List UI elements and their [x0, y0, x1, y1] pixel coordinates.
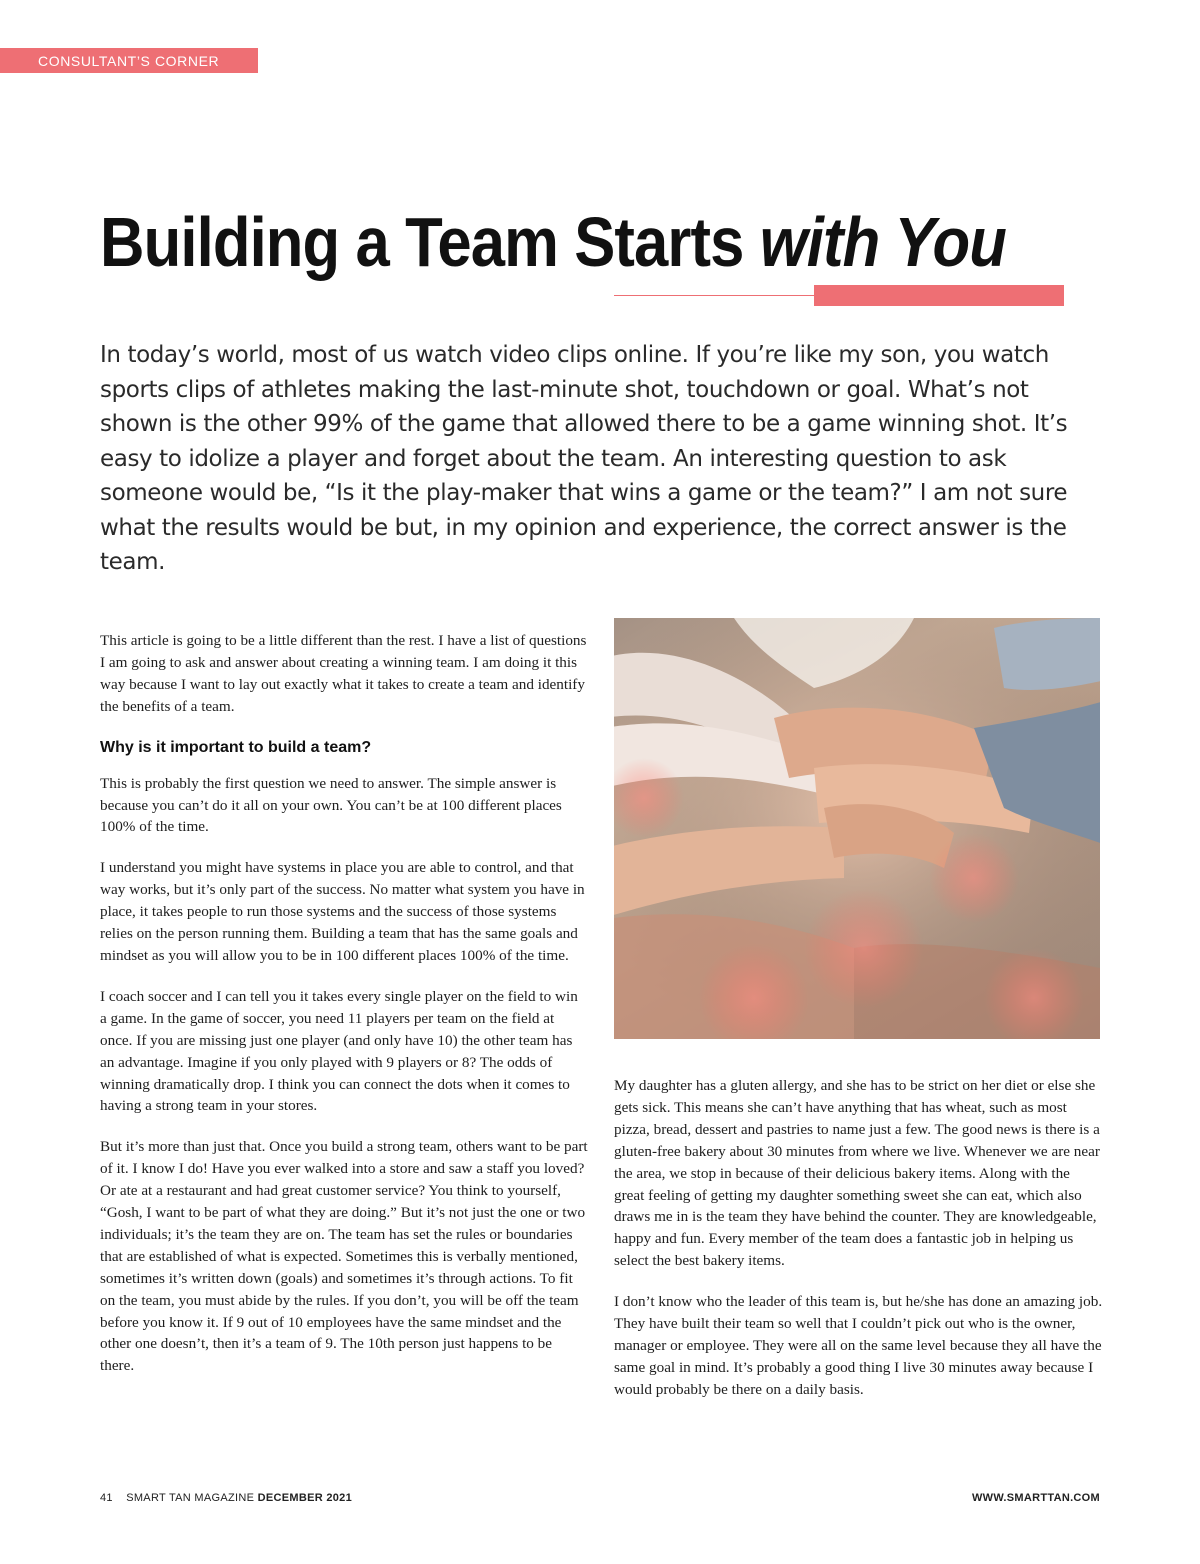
body-paragraph: This is probably the first question we need to answer. The simple answer is because you can’t do it all on your own. You can’t be at 100 different places 100% of the time.: [100, 774, 562, 836]
footer-website: WWW.SMARTTAN.COM: [971, 1492, 1100, 1504]
body-paragraph: I don’t know who the leader of this team is, but he/she has done an amazing job. They have built their team so well that I couldn’t pick out who is the owner, manager or employee. They were all on the same level because they all have the same goal in mind. It’s probably a good thing I live 30 minutes away because I would probably be there on a daily basis.: [614, 1293, 1103, 1398]
title-main: Building a Team Starts: [100, 203, 760, 281]
article-title: [100, 192, 1006, 292]
section-heading: Why is it important to build a team?: [100, 738, 372, 756]
lead-paragraph: In today’s world, most of us watch video clips online. If you’re like my son, you watch sports clips of athletes making the last-minute shot, touchdown or goal. What’s not shown is the other 99% of the game that allowed there to be a game winning shot. It’s easy to idolize a player and forget about the team. An interesting question to ask someone would be, “Is it the play-maker that wins a game or the team?” I am not sure what the results would be but, in my opinion and experience, the correct answer is the team.: [100, 342, 1068, 575]
body-paragraph: I understand you might have systems in place you are able to control, and that way works, but it’s only part of the success. No matter what system you have in place, it takes people to run those systems and the success of those systems relies on the person running them. Building a team that has the same goals and mindset as you will allow you to be in 100 different places 100% of the time.: [100, 859, 585, 964]
title-emphasis: with You: [759, 203, 1006, 281]
hands-illustration: [614, 618, 1100, 1039]
title-underline-thin: [614, 295, 816, 296]
team-hands-photo: [614, 618, 1100, 1039]
body-paragraph: I coach soccer and I can tell you it takes every single player on the field to win a game. In the game of soccer, you need 11 players per team on the field at once. If you are missing just one player (and only have 10) the other team has an advantage. Imagine if you only played with 9 players or 8? The odds of winning dramatically drop. I think you can connect the dots when it comes to having a strong team in your stores.: [100, 987, 578, 1115]
issue-date: DECEMBER 2021: [257, 1492, 353, 1504]
page-number: 41: [100, 1492, 113, 1504]
body-column-left: [100, 630, 588, 1396]
footer-publication: [100, 1492, 352, 1504]
body-column-right: [614, 1075, 1104, 1420]
body-paragraph: My daughter has a gluten allergy, and she has to be strict on her diet or else she gets sick. This means she can’t have anything that has wheat, such as most pizza, bread, dessert and pastries to name just a few. The good news is there is a gluten-free bakery about 30 minutes from where we live. Whenever we are near the area, we stop in because of their delicious bakery items. Along with the great feeling of getting my daughter something sweet she can eat, which also draws me in is the team they have behind the counter. They are knowledgeable, happy and fun. Every member of the team does a fantastic job in helping us select the best bakery items.: [614, 1077, 1100, 1270]
intro-paragraph: This article is going to be a little different than the rest. I have a list of questions I am going to ask and answer about creating a winning team. I am doing it this way because I want to lay out exactly what it takes to create a team and identify the benefits of a team.: [100, 632, 587, 715]
section-tag: CONSULTANT’S CORNER: [0, 48, 258, 73]
magazine-name: SMART TAN MAGAZINE: [126, 1492, 255, 1504]
title-underline-bar: [814, 285, 1064, 306]
body-paragraph: But it’s more than just that. Once you build a strong team, others want to be part of it. I know I do! Have you ever walked into a store and saw a staff you loved? Or ate at a restaurant and had great customer service? You think to yourself, “Gosh, I want to be part of what they are doing.” But it’s not just the one or two individuals; it’s the team they are on. The team has set the rules or boundaries that are established of what is expected. Sometimes this is verbally mentioned, sometimes it’s written down (goals) and sometimes it’s through actions. To fit on the team, you must abide by the rules. If you don’t, you will be off the team before you know it. If 9 out of 10 employees have the same mindset and the other one doesn’t, then it’s a team of 9. The 10th person just happens to be there.: [100, 1138, 588, 1375]
